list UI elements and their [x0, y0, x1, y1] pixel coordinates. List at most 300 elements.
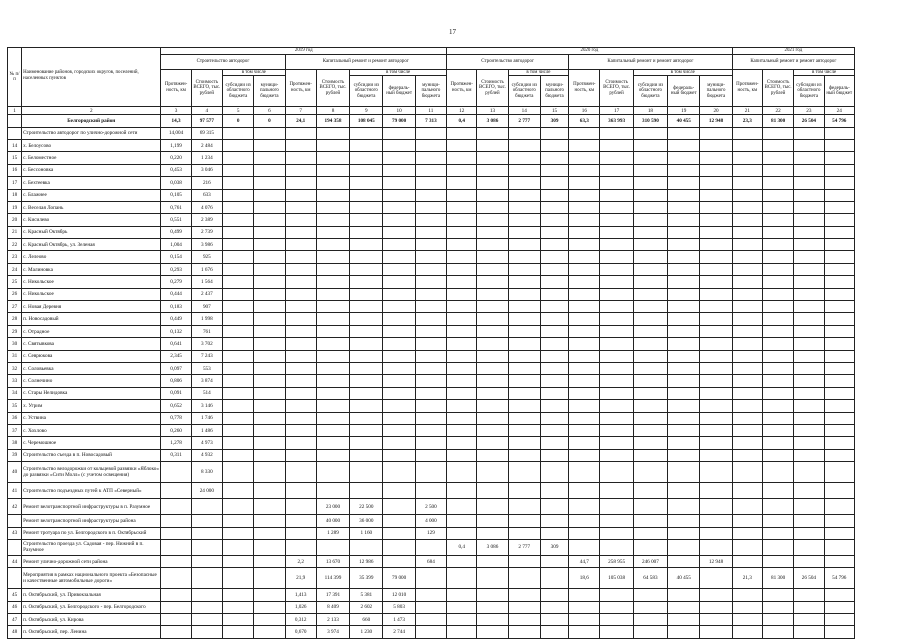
- value-cell: [285, 177, 316, 189]
- value-cell: [540, 483, 568, 499]
- row-name: с. Отрадное: [22, 325, 161, 337]
- value-cell: [633, 164, 667, 176]
- value-cell: [700, 251, 732, 263]
- value-cell: [600, 400, 633, 412]
- value-cell: [316, 214, 349, 226]
- value-cell: [316, 239, 349, 251]
- value-cell: 2 389: [191, 214, 222, 226]
- value-cell: [477, 449, 508, 461]
- value-cell: [762, 539, 793, 555]
- row-name: п. Октябрьский, пер. Ленина: [22, 626, 161, 638]
- value-cell: [762, 400, 793, 412]
- value-cell: [254, 350, 285, 362]
- value-cell: [447, 313, 477, 325]
- value-cell: [732, 177, 762, 189]
- value-cell: [540, 201, 568, 213]
- value-cell: [540, 449, 568, 461]
- value-cell: [222, 214, 253, 226]
- value-cell: [762, 589, 793, 601]
- value-cell: [383, 276, 415, 288]
- value-cell: [222, 152, 253, 164]
- value-cell: [600, 325, 633, 337]
- value-cell: 40 455: [668, 568, 700, 589]
- value-cell: [633, 325, 667, 337]
- value-cell: [668, 301, 700, 313]
- value-cell: [824, 515, 854, 527]
- value-cell: [668, 539, 700, 555]
- value-cell: [222, 288, 253, 300]
- value-cell: 3 986: [191, 239, 222, 251]
- value-cell: 2 777: [508, 539, 540, 555]
- value-cell: [824, 449, 854, 461]
- value-cell: [222, 515, 253, 527]
- column-number: 8: [316, 107, 349, 115]
- value-cell: [447, 152, 477, 164]
- value-cell: [508, 375, 540, 387]
- value-cell: 2,345: [161, 350, 191, 362]
- value-cell: [477, 601, 508, 613]
- value-cell: [285, 226, 316, 238]
- value-cell: [508, 139, 540, 151]
- value-cell: [668, 626, 700, 638]
- value-cell: [508, 449, 540, 461]
- value-cell: [569, 483, 600, 499]
- value-cell: [383, 375, 415, 387]
- value-cell: [569, 263, 600, 275]
- value-cell: [569, 189, 600, 201]
- value-cell: [415, 363, 446, 375]
- value-cell: [569, 539, 600, 555]
- value-cell: 3 086: [477, 539, 508, 555]
- value-cell: [415, 568, 446, 589]
- value-cell: [668, 201, 700, 213]
- value-cell: [447, 301, 477, 313]
- value-cell: [794, 483, 824, 499]
- value-cell: [668, 555, 700, 567]
- value-cell: 36 000: [350, 515, 383, 527]
- value-cell: [600, 527, 633, 539]
- value-cell: [477, 527, 508, 539]
- value-cell: [222, 313, 253, 325]
- value-cell: [161, 515, 191, 527]
- value-cell: [383, 251, 415, 263]
- value-cell: [415, 214, 446, 226]
- value-cell: [222, 539, 253, 555]
- value-cell: [316, 325, 349, 337]
- value-cell: [794, 301, 824, 313]
- value-cell: [700, 400, 732, 412]
- value-cell: [540, 614, 568, 626]
- value-cell: [285, 483, 316, 499]
- value-cell: [350, 437, 383, 449]
- value-cell: [700, 164, 732, 176]
- value-cell: [161, 589, 191, 601]
- value-cell: [600, 189, 633, 201]
- value-cell: [477, 626, 508, 638]
- value-cell: [222, 363, 253, 375]
- value-cell: [222, 527, 253, 539]
- value-cell: 0,670: [285, 626, 316, 638]
- row-number: 47: [8, 614, 22, 626]
- value-cell: [383, 263, 415, 275]
- value-cell: [732, 288, 762, 300]
- value-cell: [383, 483, 415, 499]
- value-cell: [762, 626, 793, 638]
- value-cell: [633, 201, 667, 213]
- table-row: [8, 152, 855, 164]
- value-cell: [161, 483, 191, 499]
- table-row: [8, 437, 855, 449]
- value-cell: [383, 350, 415, 362]
- value-cell: [732, 387, 762, 399]
- row-name: Белгородский район: [22, 115, 161, 127]
- value-cell: [540, 601, 568, 613]
- value-cell: [316, 424, 349, 436]
- value-cell: [350, 350, 383, 362]
- value-cell: [540, 412, 568, 424]
- value-cell: [285, 387, 316, 399]
- value-cell: [415, 449, 446, 461]
- value-cell: [316, 177, 349, 189]
- value-cell: [191, 499, 222, 515]
- value-cell: [285, 276, 316, 288]
- value-cell: [824, 527, 854, 539]
- header-column-numbers: [8, 107, 855, 115]
- value-cell: [383, 539, 415, 555]
- value-cell: [824, 263, 854, 275]
- column-number: 24: [824, 107, 854, 115]
- row-name: с. Хохлово: [22, 424, 161, 436]
- value-cell: [569, 601, 600, 613]
- h-length: Протяжен-ность, км: [161, 69, 191, 107]
- row-number: 27: [8, 301, 22, 313]
- sec-repair-2020: Капитальный ремонт и ремонт автодорог: [569, 54, 733, 69]
- value-cell: [668, 251, 700, 263]
- value-cell: [477, 313, 508, 325]
- value-cell: [477, 462, 508, 483]
- value-cell: [222, 189, 253, 201]
- value-cell: [569, 313, 600, 325]
- value-cell: [350, 139, 383, 151]
- value-cell: [540, 325, 568, 337]
- value-cell: [668, 263, 700, 275]
- table-row: [8, 568, 855, 589]
- row-name: с. Красный Октябрь: [22, 226, 161, 238]
- h-incl: в том числе: [508, 69, 569, 76]
- value-cell: [383, 313, 415, 325]
- value-cell: [254, 214, 285, 226]
- value-cell: [447, 226, 477, 238]
- row-number: 28: [8, 313, 22, 325]
- value-cell: [794, 424, 824, 436]
- value-cell: [447, 483, 477, 499]
- column-number: 17: [600, 107, 633, 115]
- value-cell: [254, 338, 285, 350]
- value-cell: [600, 288, 633, 300]
- value-cell: [477, 338, 508, 350]
- value-cell: [668, 515, 700, 527]
- h-cost: Стоимость ВСЕГО, тыс. рублей: [762, 69, 793, 107]
- value-cell: 2 500: [415, 499, 446, 515]
- value-cell: [824, 325, 854, 337]
- year-2021: 2021 год: [732, 48, 854, 55]
- value-cell: 1 998: [191, 313, 222, 325]
- value-cell: [732, 483, 762, 499]
- row-number: 40: [8, 462, 22, 483]
- value-cell: [254, 226, 285, 238]
- value-cell: [762, 499, 793, 515]
- value-cell: [540, 462, 568, 483]
- table-row: [8, 214, 855, 226]
- value-cell: [732, 214, 762, 226]
- value-cell: [477, 214, 508, 226]
- value-cell: [762, 313, 793, 325]
- value-cell: [316, 412, 349, 424]
- row-name: Строительство велодорожки от кольцевой развязки «Яблоко» до развязки «Сити Молл» (с учетом освещения): [22, 462, 161, 483]
- value-cell: [285, 462, 316, 483]
- value-cell: [732, 152, 762, 164]
- value-cell: [732, 539, 762, 555]
- value-cell: 2 437: [191, 288, 222, 300]
- budget-table-container: [7, 47, 855, 639]
- row-name: х. Белоусово: [22, 139, 161, 151]
- row-name: с. Блажнее: [22, 189, 161, 201]
- value-cell: [633, 527, 667, 539]
- value-cell: [700, 325, 732, 337]
- value-cell: [508, 189, 540, 201]
- value-cell: [383, 363, 415, 375]
- value-cell: [316, 400, 349, 412]
- value-cell: [222, 164, 253, 176]
- value-cell: 0,038: [161, 177, 191, 189]
- value-cell: [508, 568, 540, 589]
- row-name: п. Новосадовый: [22, 313, 161, 325]
- row-number: 42: [8, 499, 22, 515]
- value-cell: 0,641: [161, 338, 191, 350]
- row-name: с. Соловьевка: [22, 363, 161, 375]
- value-cell: 26 504: [794, 115, 824, 127]
- value-cell: [700, 387, 732, 399]
- value-cell: [633, 127, 667, 139]
- value-cell: [824, 387, 854, 399]
- value-cell: [668, 589, 700, 601]
- value-cell: [415, 226, 446, 238]
- value-cell: [700, 539, 732, 555]
- value-cell: [383, 189, 415, 201]
- column-number: 20: [700, 107, 732, 115]
- value-cell: [668, 437, 700, 449]
- value-cell: [762, 139, 793, 151]
- table-row: [8, 527, 855, 539]
- value-cell: [794, 375, 824, 387]
- table-row: [8, 375, 855, 387]
- table-row: [8, 338, 855, 350]
- value-cell: 79 000: [383, 115, 415, 127]
- value-cell: 2 484: [191, 139, 222, 151]
- value-cell: [569, 214, 600, 226]
- value-cell: [316, 437, 349, 449]
- value-cell: 1 160: [350, 527, 383, 539]
- value-cell: [383, 424, 415, 436]
- row-number: 38: [8, 437, 22, 449]
- value-cell: [732, 555, 762, 567]
- value-cell: [447, 251, 477, 263]
- value-cell: [794, 515, 824, 527]
- value-cell: [794, 437, 824, 449]
- value-cell: [508, 325, 540, 337]
- value-cell: 24,1: [285, 115, 316, 127]
- table-row: [8, 614, 855, 626]
- value-cell: [254, 589, 285, 601]
- value-cell: 81 300: [762, 568, 793, 589]
- value-cell: [477, 400, 508, 412]
- value-cell: [540, 400, 568, 412]
- value-cell: [447, 276, 477, 288]
- row-name: с. Стары Нелидовка: [22, 387, 161, 399]
- value-cell: [415, 239, 446, 251]
- h-subsidy: субсидии из областного бюджета: [222, 76, 253, 107]
- value-cell: [508, 437, 540, 449]
- column-number: 4: [191, 107, 222, 115]
- row-name: с. Бехтеевка: [22, 177, 161, 189]
- value-cell: [540, 424, 568, 436]
- value-cell: [600, 201, 633, 213]
- value-cell: [350, 127, 383, 139]
- table-row: [8, 363, 855, 375]
- row-number: 39: [8, 449, 22, 461]
- value-cell: [540, 363, 568, 375]
- value-cell: [350, 239, 383, 251]
- value-cell: 0,220: [161, 152, 191, 164]
- value-cell: [762, 527, 793, 539]
- value-cell: 18,6: [569, 568, 600, 589]
- value-cell: [540, 139, 568, 151]
- value-cell: 81 300: [762, 115, 793, 127]
- value-cell: 14,3: [161, 115, 191, 127]
- value-cell: [285, 127, 316, 139]
- value-cell: [633, 338, 667, 350]
- value-cell: [633, 515, 667, 527]
- value-cell: [700, 313, 732, 325]
- value-cell: [508, 350, 540, 362]
- value-cell: [477, 201, 508, 213]
- h-cost: Стоимость ВСЕГО, тыс. рублей: [600, 69, 633, 107]
- value-cell: [447, 127, 477, 139]
- value-cell: [161, 527, 191, 539]
- column-number: 21: [732, 107, 762, 115]
- row-number: 14: [8, 139, 22, 151]
- value-cell: 4 000: [415, 515, 446, 527]
- value-cell: [794, 164, 824, 176]
- row-number: 22: [8, 239, 22, 251]
- value-cell: [633, 483, 667, 499]
- h-municipal: муници-пального бюджета: [254, 76, 285, 107]
- value-cell: [415, 325, 446, 337]
- value-cell: [477, 437, 508, 449]
- value-cell: [700, 189, 732, 201]
- value-cell: [794, 127, 824, 139]
- value-cell: [285, 527, 316, 539]
- value-cell: [447, 437, 477, 449]
- value-cell: [762, 214, 793, 226]
- value-cell: [383, 527, 415, 539]
- value-cell: [732, 139, 762, 151]
- value-cell: [316, 338, 349, 350]
- value-cell: [477, 424, 508, 436]
- value-cell: 54 796: [824, 115, 854, 127]
- value-cell: [447, 350, 477, 362]
- value-cell: [633, 301, 667, 313]
- value-cell: [569, 499, 600, 515]
- value-cell: [447, 424, 477, 436]
- value-cell: [540, 589, 568, 601]
- value-cell: [794, 152, 824, 164]
- value-cell: [824, 152, 854, 164]
- value-cell: [285, 375, 316, 387]
- value-cell: [350, 449, 383, 461]
- value-cell: [700, 568, 732, 589]
- table-row: [8, 189, 855, 201]
- value-cell: [600, 301, 633, 313]
- value-cell: [732, 437, 762, 449]
- value-cell: 2 133: [316, 614, 349, 626]
- value-cell: [477, 412, 508, 424]
- value-cell: [540, 301, 568, 313]
- value-cell: 105 038: [600, 568, 633, 589]
- value-cell: [285, 152, 316, 164]
- value-cell: 0,311: [161, 449, 191, 461]
- value-cell: [794, 462, 824, 483]
- value-cell: [600, 139, 633, 151]
- value-cell: [254, 400, 285, 412]
- value-cell: [732, 527, 762, 539]
- value-cell: [824, 201, 854, 213]
- value-cell: [508, 626, 540, 638]
- h-length: Протяжен-ность, км: [285, 69, 316, 107]
- value-cell: [794, 350, 824, 362]
- value-cell: [316, 363, 349, 375]
- value-cell: [600, 263, 633, 275]
- value-cell: [824, 251, 854, 263]
- value-cell: [316, 276, 349, 288]
- column-number: 1: [8, 107, 22, 115]
- value-cell: [383, 499, 415, 515]
- value-cell: [383, 127, 415, 139]
- value-cell: [762, 601, 793, 613]
- value-cell: [254, 288, 285, 300]
- value-cell: [700, 139, 732, 151]
- value-cell: [540, 127, 568, 139]
- value-cell: [794, 363, 824, 375]
- value-cell: 0,293: [161, 263, 191, 275]
- value-cell: [383, 226, 415, 238]
- value-cell: [350, 214, 383, 226]
- value-cell: [540, 499, 568, 515]
- value-cell: [508, 226, 540, 238]
- value-cell: [600, 483, 633, 499]
- value-cell: [540, 375, 568, 387]
- value-cell: [633, 375, 667, 387]
- row-number: [8, 115, 22, 127]
- value-cell: [540, 350, 568, 362]
- value-cell: [794, 539, 824, 555]
- value-cell: [600, 412, 633, 424]
- value-cell: 23,3: [732, 115, 762, 127]
- value-cell: [161, 568, 191, 589]
- value-cell: [569, 449, 600, 461]
- column-number: 3: [161, 107, 191, 115]
- value-cell: [794, 251, 824, 263]
